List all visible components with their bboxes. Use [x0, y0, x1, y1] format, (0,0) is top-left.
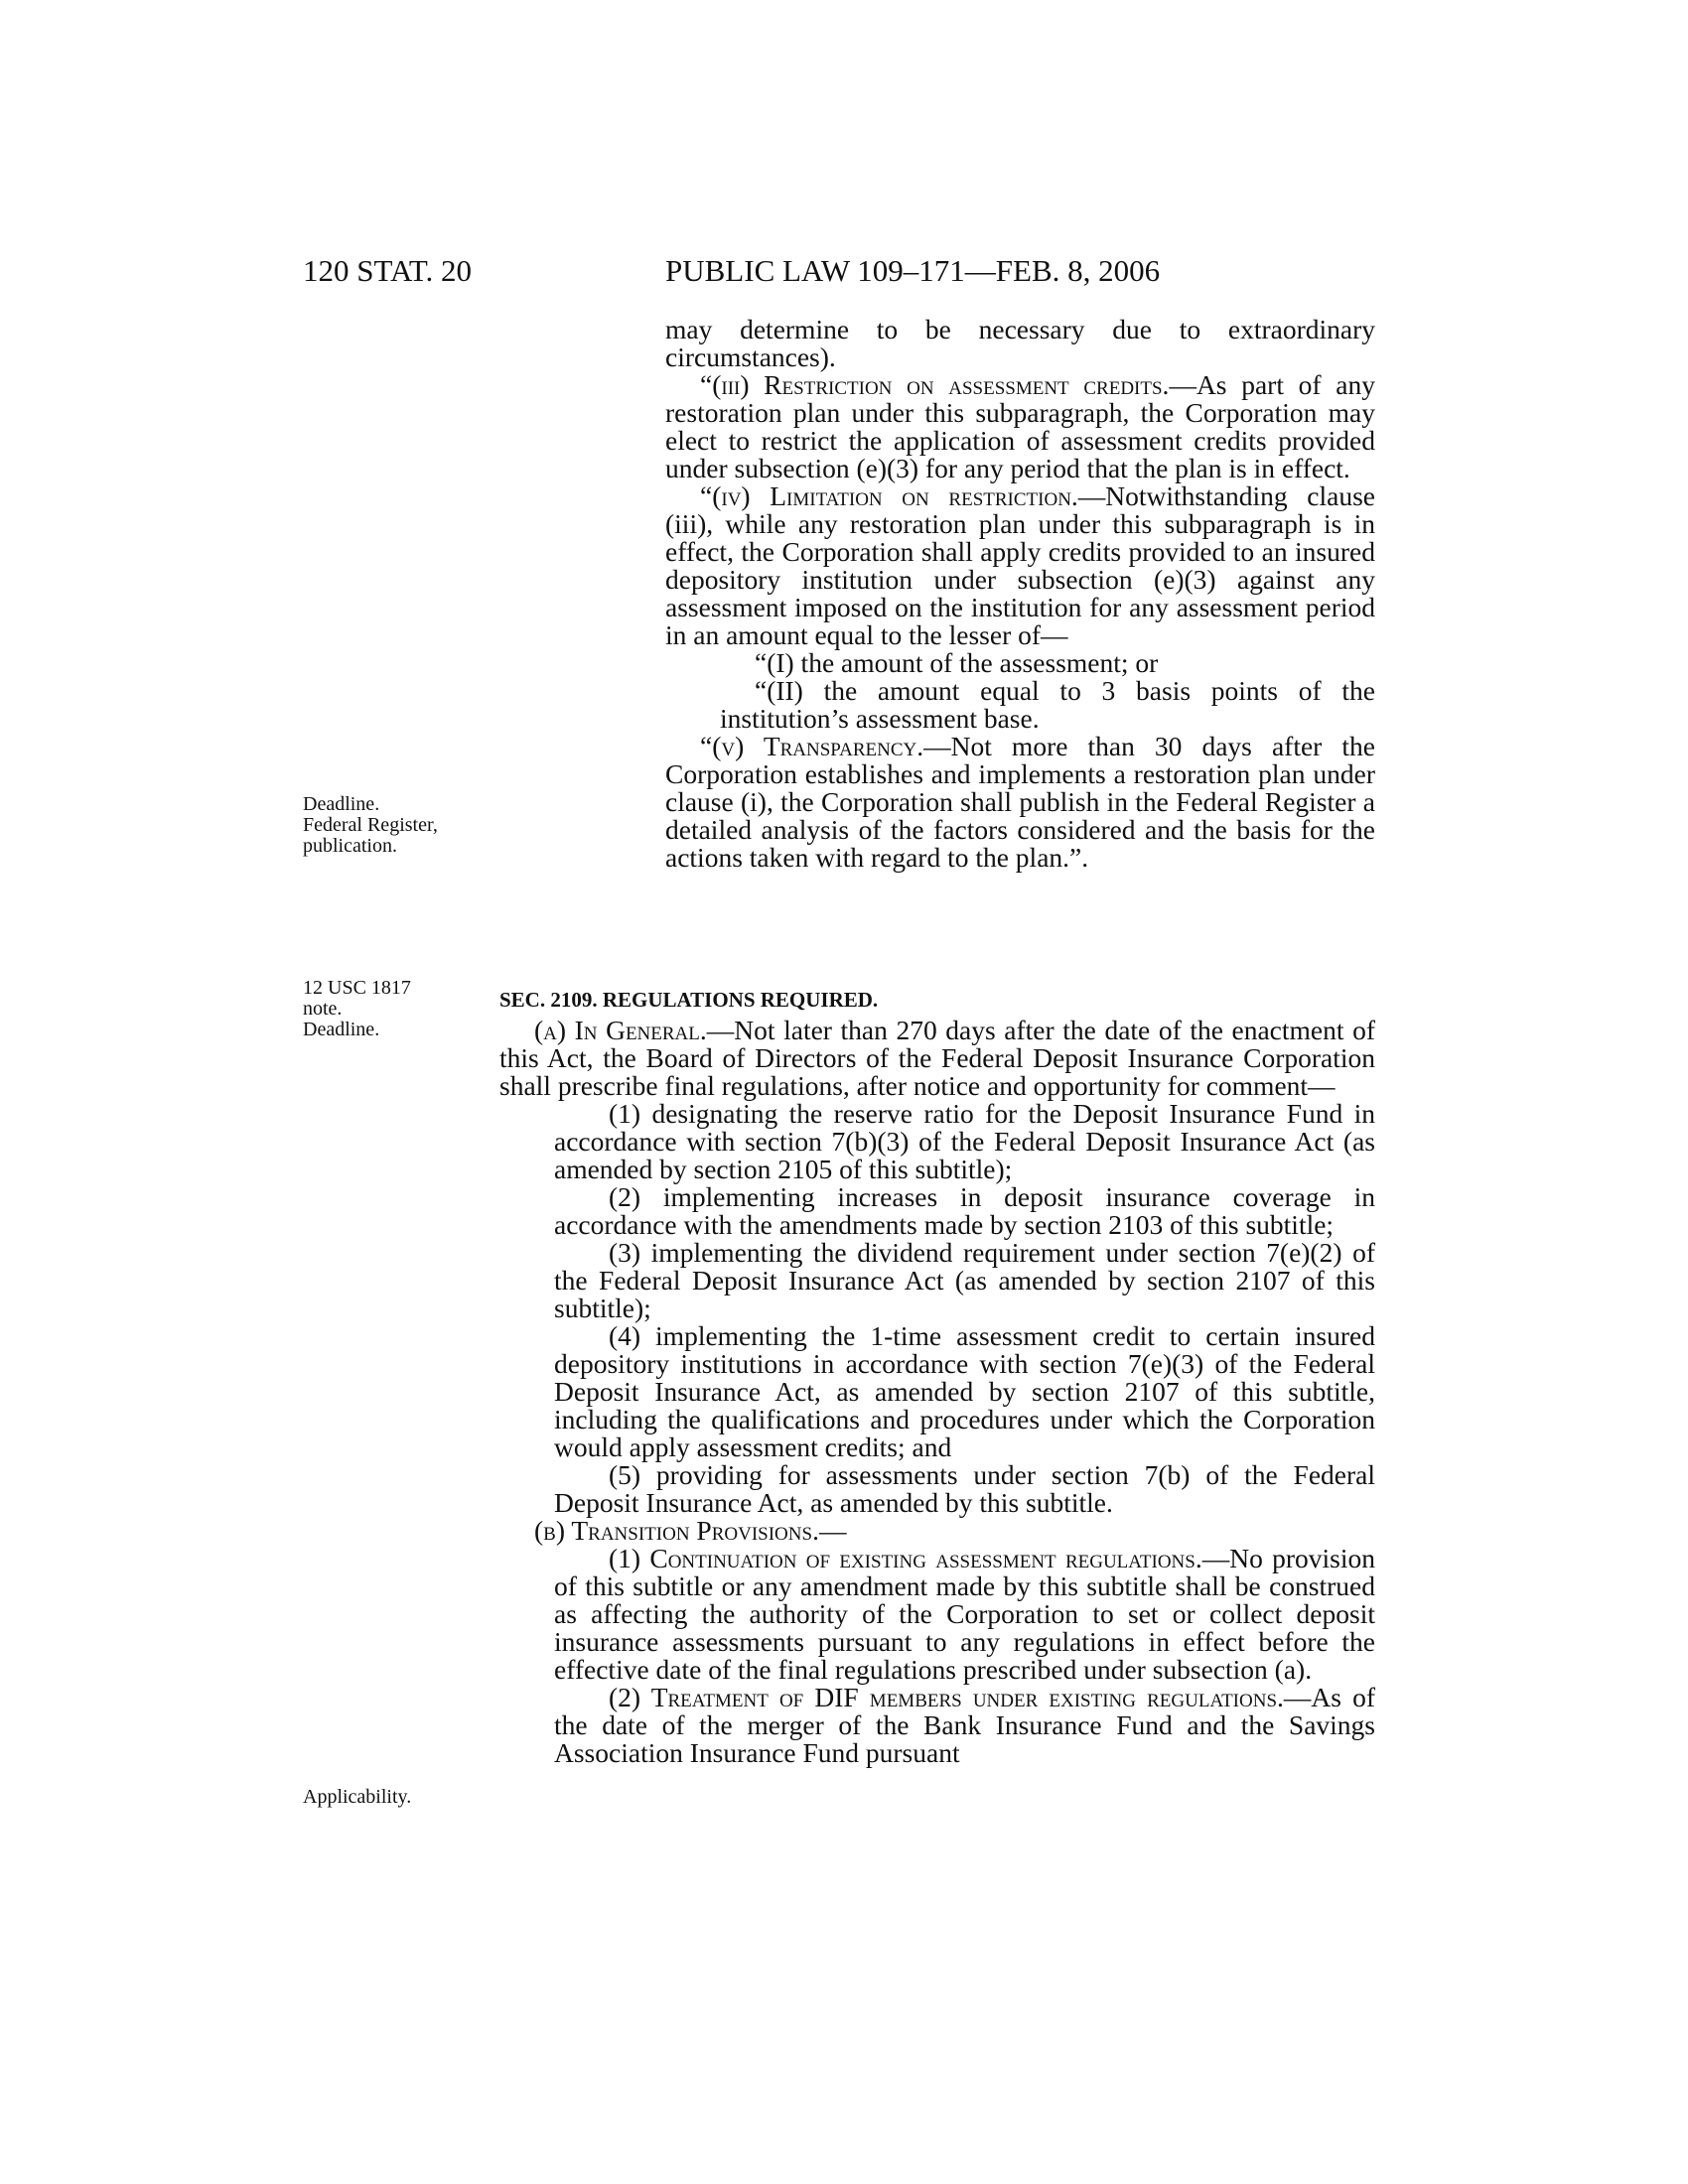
section-heading: SEC. 2109. REGULATIONS REQUIRED.: [499, 988, 879, 1012]
paragraph-2: (2) implementing increases in deposit insurance coverage in accordance with the amendments made by section 2103 of this subtitle;: [554, 1181, 1375, 1240]
paragraph-b2: [499, 1684, 1375, 1767]
page-stat-reference: 120 STAT. 20: [303, 253, 473, 288]
subsection-a: [499, 1017, 1375, 1100]
clause-iii: [665, 371, 1375, 482]
margin-note-line: Deadline.: [303, 1019, 380, 1040]
subclause-I: “(I) the amount of the assessment; or: [755, 647, 1159, 678]
margin-note-deadline-federal-register: [303, 794, 477, 857]
clause-v-heading: “(v) Transparency.: [700, 731, 924, 761]
clause-iii-heading: “(iii) Restriction on assessment credits.: [700, 369, 1170, 400]
margin-note-line: note.: [303, 998, 343, 1020]
paragraph-b1: [499, 1545, 1375, 1684]
paragraph-3: (3) implementing the dividend requirement under section 7(e)(2) of the Federal Deposit Insurance Act (as amended by section 2107 of this subtitle);: [554, 1237, 1375, 1323]
clause-v-text: —Not more than 30 days after the Corporation establishes and implements a restoration plan under clause (i), the Corporation shall publish in the Federal Register a detailed analysis of the factors considered and the basis for the actions taken with regard to the plan.”.: [665, 731, 1375, 873]
margin-note-line: publication.: [303, 835, 397, 857]
clause-iii-text: —As part of any restoration plan under this subparagraph, the Corporation may elect to restrict the application of assessment credits provided under subsection (e)(3) for any period that the plan is in effect.: [665, 369, 1375, 483]
subsection-b-heading: (b) Transition Provisions.—: [534, 1515, 847, 1546]
paragraph-4: (4) implementing the 1-time assessment credit to certain insured depository institutions in accordance with section 7(e)(3) of the Federal Deposit Insurance Act, as amended by section 2107 of this subtitle, including the qualifications and procedures under which the Corporation would apply assessment credits; and: [554, 1320, 1375, 1462]
continuation-paragraph: may determine to be necessary due to extraordinary circumstances).: [665, 314, 1375, 372]
clause-continuation-block: [665, 316, 1375, 872]
margin-note-line: 12 USC 1817: [303, 977, 411, 999]
paragraph-1: (1) designating the reserve ratio for the Deposit Insurance Fund in accordance with section 7(b)(3) of the Federal Deposit Insurance Act (as amended by section 2105 of this subtitle);: [554, 1098, 1375, 1184]
paragraph-b1-text: —No provision of this subtitle or any amendment made by this subtitle shall be construed as affecting the authority of the Corporation to set or collect deposit insurance assessments pursuant to any regulations in effect before the effective date of the final regulations prescribed under subsection (a).: [554, 1543, 1375, 1685]
clause-v: [665, 733, 1375, 872]
clause-iv-heading: “(iv) Limitation on restriction.: [700, 480, 1078, 511]
margin-note-line: Applicability.: [303, 1786, 412, 1808]
page-law-title: PUBLIC LAW 109–171—FEB. 8, 2006: [665, 253, 1161, 288]
paragraph-b2-text: —As of the date of the merger of the Bank Insurance Fund and the Savings Association Insurance Fund pursuant: [554, 1682, 1375, 1768]
margin-note-line: Deadline.: [303, 793, 380, 815]
margin-note-line: Federal Register,: [303, 814, 438, 836]
subsection-a-text: —Not later than 270 days after the date of the enactment of this Act, the Board of Directors of the Federal Deposit Insurance Corporation shall prescribe final regulations, after notice and opportunity for comment—: [499, 1015, 1375, 1101]
paragraph-b2-heading: (2) Treatment of DIF members under existing regulations.: [609, 1682, 1284, 1712]
clause-iv: [665, 482, 1375, 649]
margin-note-applicability: [303, 1787, 477, 1808]
subclause-II: “(II) the amount equal to 3 basis points of the institution’s assessment base.: [720, 675, 1375, 734]
margin-note-usc: [303, 978, 477, 1040]
paragraph-b1-heading: (1) Continuation of existing assessment regulations.: [609, 1543, 1202, 1573]
paragraph-5: (5) providing for assessments under section 7(b) of the Federal Deposit Insurance Act, as amended by this subtitle.: [554, 1459, 1375, 1518]
subsection-a-heading: (a) In General.: [534, 1015, 707, 1045]
clause-iv-text: —Notwithstanding clause (iii), while any restoration plan under this subparagraph is in effect, the Corporation shall apply credits provided to an insured depository institution under subsection (e)(3) against any assessment imposed on the institution for any assessment period in an amount equal to the lesser of—: [665, 480, 1375, 650]
section-2109-body: [499, 1017, 1375, 1767]
